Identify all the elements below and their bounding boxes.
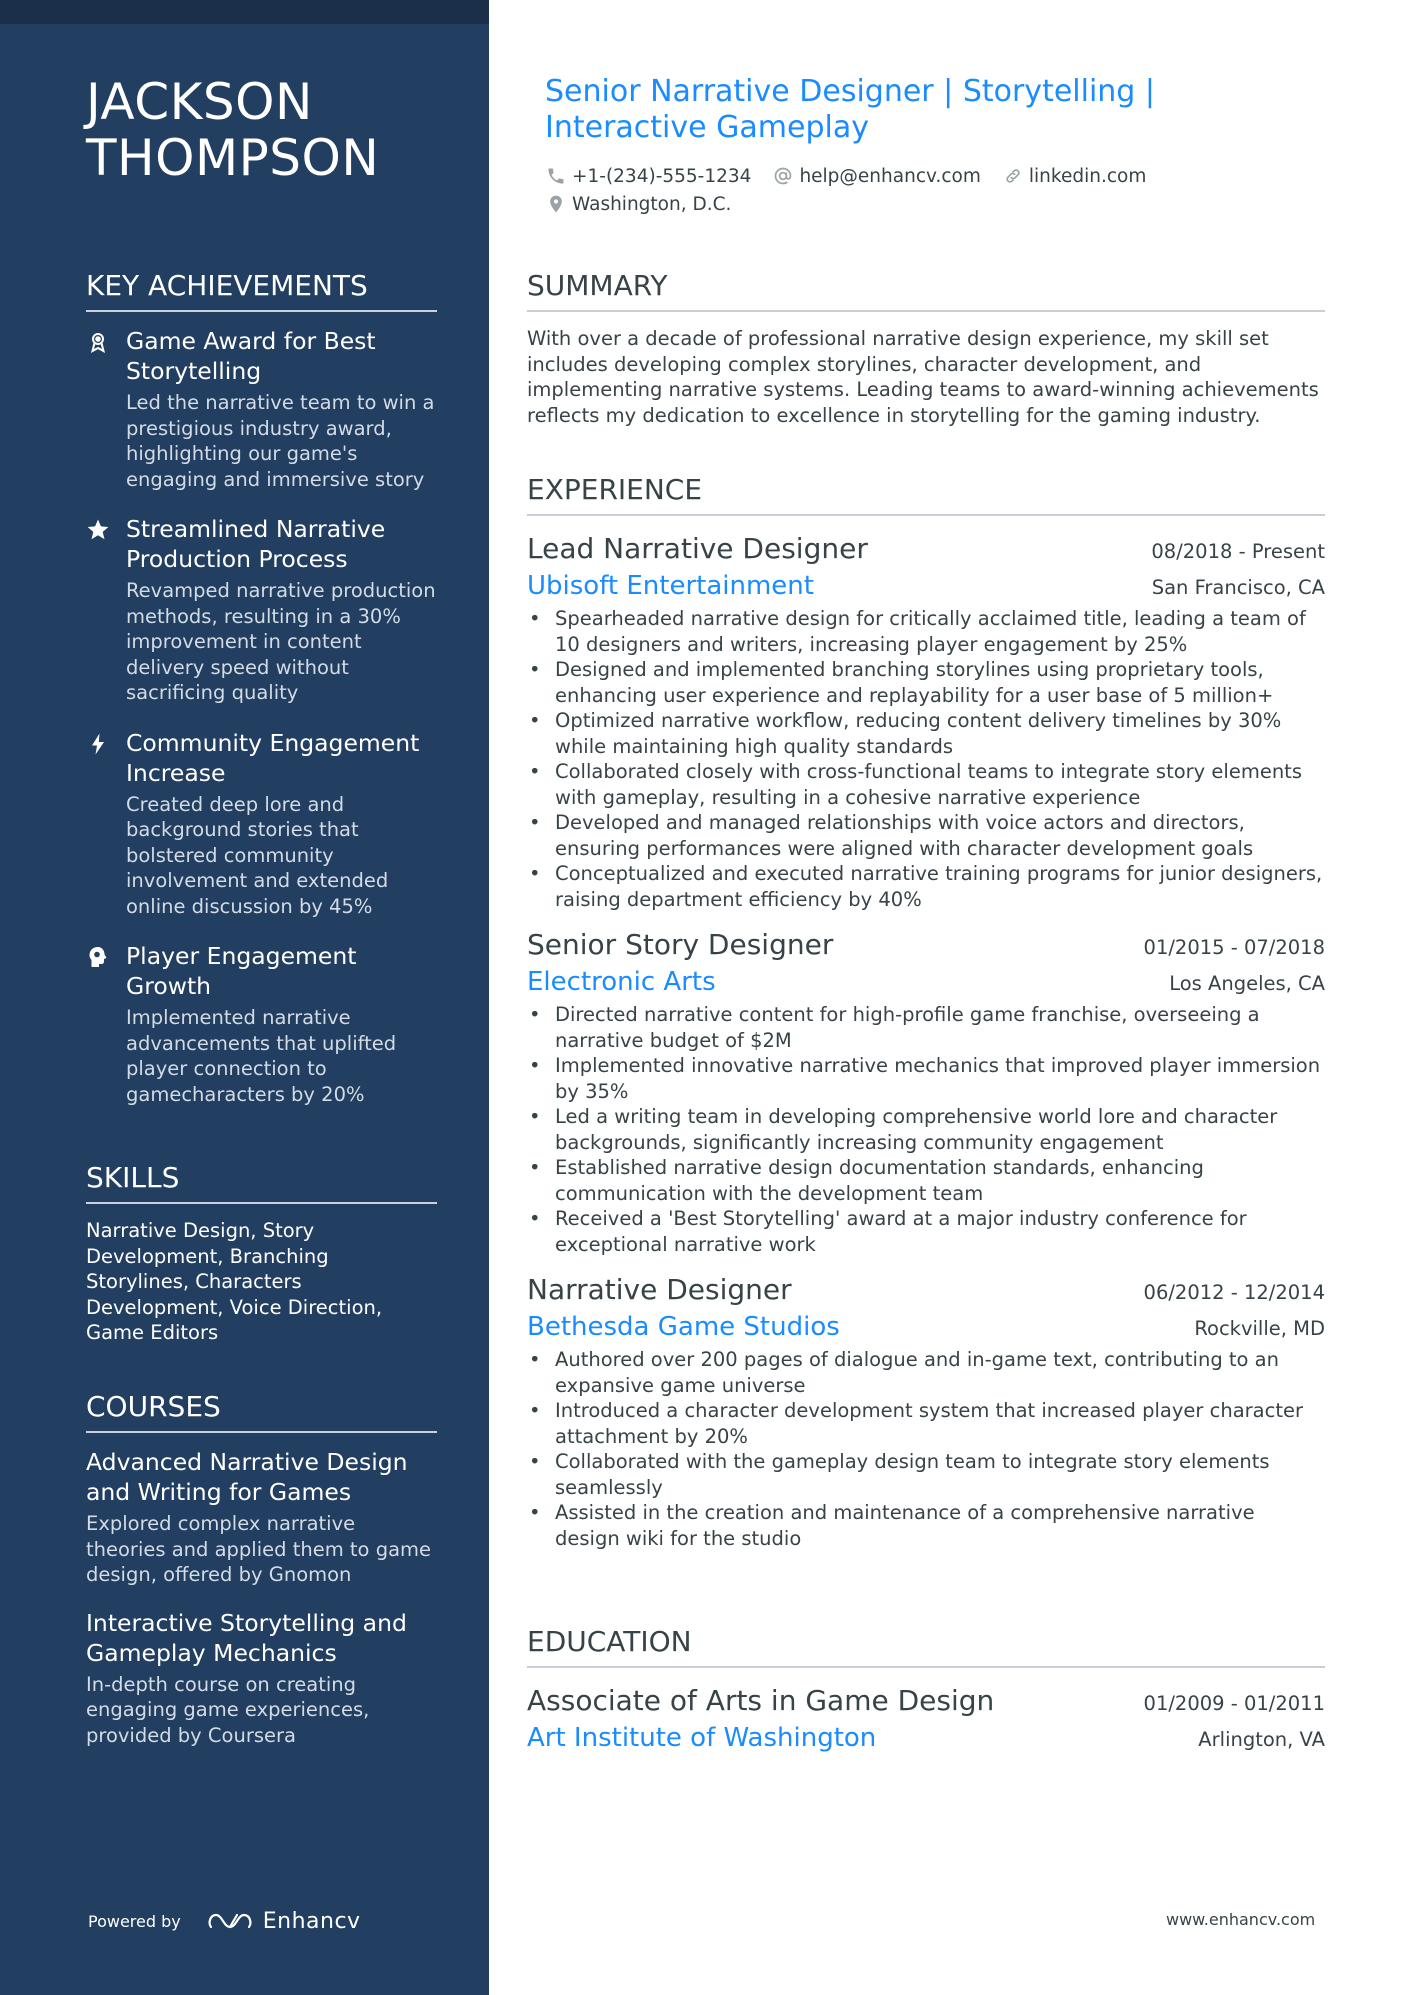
job-company: Electronic Arts bbox=[527, 967, 716, 997]
email-text[interactable]: help@enhancv.com bbox=[799, 165, 981, 187]
experience-section bbox=[527, 472, 1325, 1551]
sidebar-top-bar bbox=[0, 0, 489, 24]
achievement-title: Streamlined Narrative Production Process bbox=[126, 515, 386, 573]
achievement-title: Community Engagement Increase bbox=[126, 728, 420, 787]
link-icon bbox=[1003, 166, 1023, 186]
achievement-description: Created deep lore and background stories that bolstered community involvement and extended online discussion by 45% bbox=[126, 792, 389, 918]
location-pin-icon bbox=[546, 194, 566, 214]
bullet-item: • Led a writing team in developing comprehensive world lore and character backgrounds, significantly increasing community engagement bbox=[527, 1104, 1325, 1155]
head-brain-icon bbox=[86, 945, 110, 969]
job-title: Senior Story Designer bbox=[527, 928, 834, 961]
achievement-item bbox=[86, 728, 437, 920]
course-item bbox=[86, 1608, 437, 1749]
star-icon bbox=[86, 518, 110, 542]
bullet-item: • Assisted in the creation and maintenance of a comprehensive narrative design wiki for the studio bbox=[527, 1500, 1325, 1551]
education-section bbox=[527, 1624, 1325, 1756]
bullet-item: • Established narrative design documentation standards, enhancing communication with the development team bbox=[527, 1155, 1325, 1206]
bullet-item: • Optimized narrative workflow, reducing content delivery timelines by 30% while maintaining high quality standards bbox=[527, 708, 1325, 759]
contact-info bbox=[546, 162, 1306, 218]
job-entry bbox=[527, 926, 1325, 1257]
key-achievements-heading: KEY ACHIEVEMENTS bbox=[86, 268, 437, 312]
courses-heading: COURSES bbox=[86, 1389, 437, 1433]
job-location: Rockville, MD bbox=[1194, 1317, 1325, 1340]
contact-linkedin[interactable] bbox=[1003, 166, 1146, 187]
powered-by-label: Powered by bbox=[88, 1911, 181, 1931]
skills-heading: SKILLS bbox=[86, 1160, 437, 1204]
achievement-item bbox=[86, 941, 437, 1107]
course-description: Explored complex narrative theories and applied them to game design, offered by Gnomon bbox=[86, 1512, 432, 1586]
course-item bbox=[86, 1447, 437, 1588]
education-entry bbox=[527, 1682, 1325, 1756]
job-dates: 06/2012 - 12/2014 bbox=[1143, 1281, 1325, 1304]
bullet-item: • Spearheaded narrative design for critically acclaimed title, leading a team of 10 designers and writers, increasing player engagement by 25% bbox=[527, 606, 1325, 657]
phone-icon bbox=[546, 166, 566, 186]
skills-section bbox=[86, 1160, 437, 1346]
job-bullets bbox=[527, 1002, 1325, 1257]
school-location: Arlington, VA bbox=[1198, 1728, 1325, 1751]
award-icon bbox=[86, 330, 110, 354]
school-name: Art Institute of Washington bbox=[527, 1723, 877, 1753]
bullet-item: • Received a 'Best Storytelling' award at a major industry conference for exceptional narrative work bbox=[527, 1206, 1325, 1257]
course-description: In-depth course on creating engaging game experiences, provided by Coursera bbox=[86, 1672, 370, 1747]
job-bullets bbox=[527, 1347, 1325, 1551]
achievement-description: Implemented narrative advancements that uplifted player connection to gamecharacters by 20% bbox=[126, 1006, 397, 1106]
achievement-title: Player Engagement Growth bbox=[126, 942, 357, 1000]
job-entry bbox=[527, 1271, 1325, 1551]
phone-text: +1-(234)-555-1234 bbox=[572, 165, 752, 187]
bullet-item: • Directed narrative content for high-profile game franchise, overseeing a narrative budget of $2M bbox=[527, 1002, 1325, 1053]
lightning-icon bbox=[86, 732, 110, 756]
achievement-item bbox=[86, 326, 437, 492]
course-title: Interactive Storytelling and Gameplay Mechanics bbox=[86, 1608, 407, 1667]
headline: Senior Narrative Designer | Storytelling | Interactive Gameplay bbox=[545, 74, 1155, 145]
summary-text: With over a decade of professional narrative design experience, my skill set includes developing complex storylines, character development, and implementing narrative systems. Leading teams to award-winning achievements reflects my dedication to excellence in storytelling for the gaming industry. bbox=[527, 327, 1319, 427]
bullet-item: • Authored over 200 pages of dialogue and in-game text, contributing to an expansive game universe bbox=[527, 1347, 1325, 1398]
job-location: San Francisco, CA bbox=[1151, 576, 1325, 599]
degree-title: Associate of Arts in Game Design bbox=[527, 1684, 995, 1717]
job-location: Los Angeles, CA bbox=[1169, 972, 1325, 995]
bullet-item: • Conceptualized and executed narrative training programs for junior designers, raising department efficiency by 40% bbox=[527, 861, 1325, 912]
contact-phone bbox=[546, 166, 751, 187]
job-dates: 01/2015 - 07/2018 bbox=[1143, 936, 1325, 959]
skills-list: Narrative Design, Story Development, Branching Storylines, Characters Development, Voice Direction, Game Editors bbox=[86, 1219, 383, 1344]
experience-heading: EXPERIENCE bbox=[527, 472, 1325, 516]
job-entry bbox=[527, 530, 1325, 912]
job-bullets bbox=[527, 606, 1325, 912]
location-text: Washington, D.C. bbox=[572, 193, 732, 215]
enhancv-logo-icon bbox=[207, 1909, 253, 1933]
summary-heading: SUMMARY bbox=[527, 268, 1325, 312]
achievement-description: Led the narrative team to win a prestigious industry award, highlighting our game's engaging and immersive story bbox=[126, 391, 435, 491]
courses-section bbox=[86, 1389, 437, 1768]
bullet-item: • Implemented innovative narrative mechanics that improved player immersion by 35% bbox=[527, 1053, 1325, 1104]
key-achievements-section bbox=[86, 268, 437, 1129]
bullet-item: • Collaborated closely with cross-functional teams to integrate story elements with gameplay, resulting in a cohesive narrative experience bbox=[527, 759, 1325, 810]
job-company: Bethesda Game Studios bbox=[527, 1312, 840, 1342]
job-dates: 08/2018 - Present bbox=[1151, 540, 1325, 563]
footer-url[interactable]: www.enhancv.com bbox=[1166, 1910, 1316, 1929]
candidate-name: JACKSON THOMPSON bbox=[86, 73, 380, 187]
contact-email[interactable] bbox=[773, 166, 980, 187]
bullet-item: • Developed and managed relationships with voice actors and directors, ensuring performances were aligned with character development goals bbox=[527, 810, 1325, 861]
education-dates: 01/2009 - 01/2011 bbox=[1143, 1692, 1325, 1715]
bullet-item: • Introduced a character development system that increased player character attachment by 20% bbox=[527, 1398, 1325, 1449]
at-icon bbox=[773, 166, 793, 186]
bullet-item: • Collaborated with the gameplay design team to integrate story elements seamlessly bbox=[527, 1449, 1325, 1500]
course-title: Advanced Narrative Design and Writing for Games bbox=[86, 1448, 408, 1506]
linkedin-text[interactable]: linkedin.com bbox=[1028, 165, 1147, 187]
achievement-description: Revamped narrative production methods, resulting in a 30% improvement in content delivery speed without sacrificing quality bbox=[126, 579, 436, 704]
achievement-title: Game Award for Best Storytelling bbox=[126, 327, 376, 385]
contact-location bbox=[546, 194, 731, 215]
education-heading: EDUCATION bbox=[527, 1624, 1325, 1668]
achievement-item bbox=[86, 514, 437, 706]
sidebar bbox=[0, 0, 489, 1995]
job-company: Ubisoft Entertainment bbox=[527, 571, 814, 601]
powered-by bbox=[88, 1904, 361, 1938]
job-title: Lead Narrative Designer bbox=[527, 532, 868, 565]
bullet-item: • Designed and implemented branching storylines using proprietary tools, enhancing user experience and replayability for a user base of 5 million+ bbox=[527, 657, 1325, 708]
enhancv-brand: Enhancv bbox=[262, 1908, 361, 1934]
summary-section bbox=[527, 268, 1325, 428]
job-title: Narrative Designer bbox=[527, 1273, 792, 1306]
